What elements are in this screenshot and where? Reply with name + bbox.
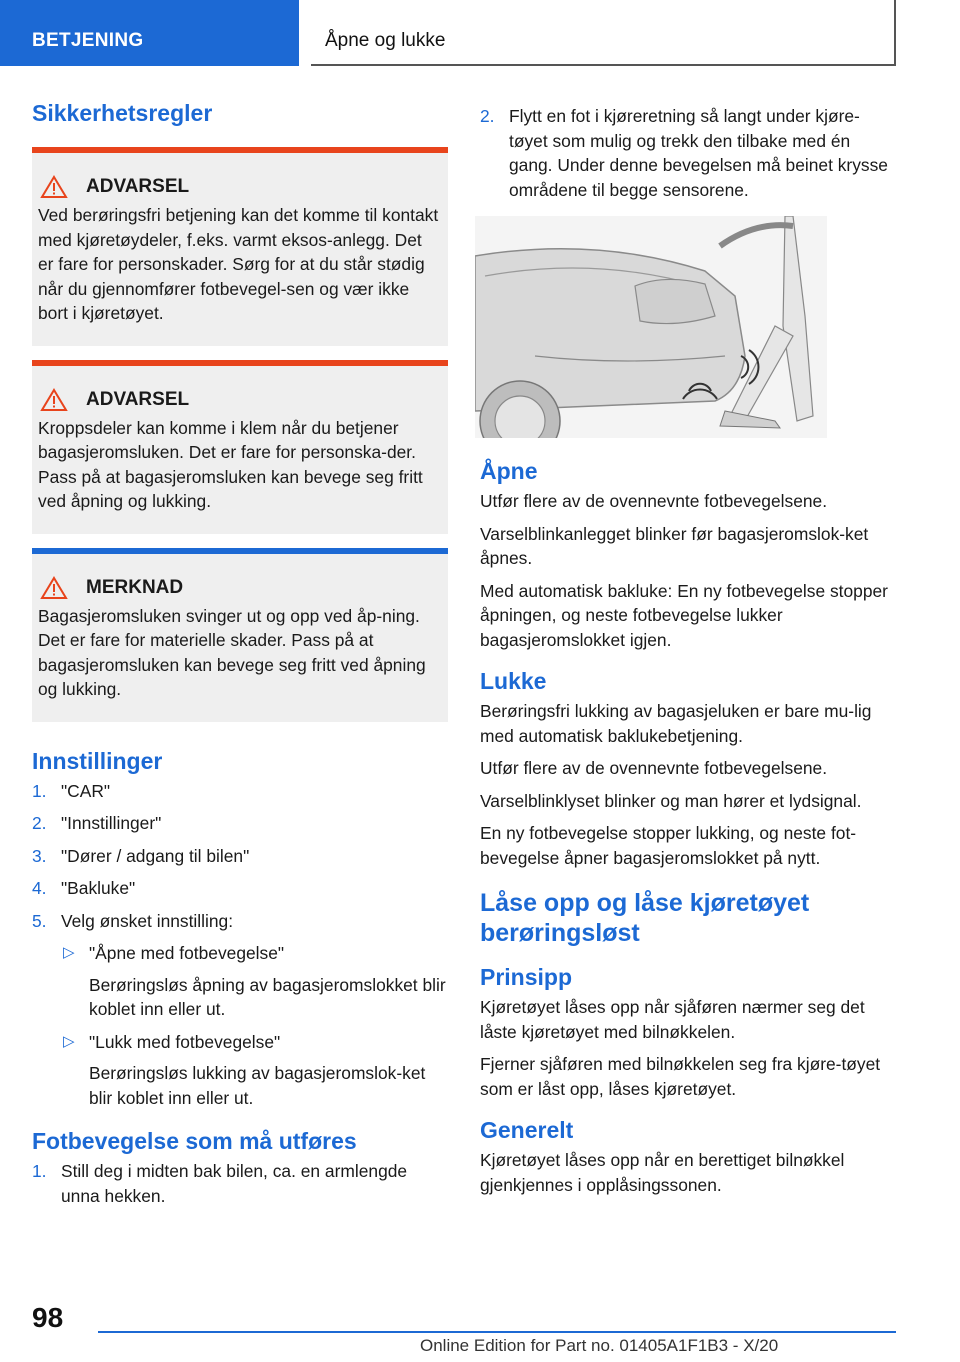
warning-text: Ved berøringsfri betjening kan det komme til kontakt med kjøretøydeler, f.eks. varmt eksos-anlegg. Det er fare for personskader. Sørg for at du står stødig når du gjennomfører fotbevegel-sen og vær ikke bort i kjøretøyet.: [38, 205, 439, 323]
foot-movement-heading: Fotbevegelse som må utføres: [32, 1128, 357, 1154]
note-box: [32, 548, 448, 722]
option-desc: Berøringsløs åpning av bagasjeromslokket blir koblet inn eller ut.: [89, 974, 446, 1019]
footer-edition: Online Edition for Part no. 01405A1F1B3 - X/20: [420, 1336, 779, 1355]
safety-heading: Sikkerhetsregler: [32, 100, 213, 126]
close-paragraph: Utfør flere av de ovennevnte fotbevegelsene.: [480, 758, 828, 778]
list-item: 2. "Innstillinger": [32, 813, 162, 833]
foot-gesture-illustration: [475, 216, 827, 438]
triangle-bullet-icon: ▷: [63, 1032, 75, 1050]
settings-heading: Innstillinger: [32, 747, 163, 774]
general-paragraph: Kjøretøyet låses opp når en berettiget bilnøkkel gjenkjennes i opplåsingssonen.: [480, 1150, 845, 1195]
note-bar: [32, 548, 448, 554]
header-section-label: BETJENING: [32, 30, 144, 51]
lock-unlock-heading: Låse opp og låse kjøretøyet berøringsløst: [480, 889, 810, 947]
option-item: [61, 1030, 448, 1111]
option-label: "Lukk med fotbevegelse": [89, 1031, 281, 1052]
open-paragraph: Varselblinkanlegget blinker før bagasjeromslok-ket åpnes.: [480, 523, 869, 568]
foot-steps: [32, 1159, 448, 1208]
warning-triangle-icon: [40, 388, 68, 412]
warning-text: Kroppsdeler kan komme i klem når du betjener bagasjeromsluken. Det er fare for personska-der. Pass på at bagasjeromsluken kan bevege seg fritt ved åpning og lukking.: [38, 417, 423, 511]
triangle-bullet-icon: ▷: [63, 944, 75, 961]
close-paragraph: Berøringsfri lukking av bagasjeluken er bare mu-lig med automatisk baklukebetjening.: [480, 701, 872, 746]
note-text: Bagasjeromsluken svinger ut og opp ved åp-ning. Det er fare for materielle skader. Pass på at bagasjeromsluken kan bevege seg fritt ved åpning og lukking.: [38, 605, 426, 699]
left-column: [32, 100, 448, 1216]
warning-title: ADVARSEL: [86, 176, 190, 197]
page-number: 98: [32, 1302, 64, 1333]
close-heading: Lukke: [480, 668, 547, 694]
warning-box-1: [32, 147, 448, 346]
settings-options: [61, 941, 448, 1110]
open-heading: Åpne: [480, 458, 538, 484]
open-paragraph: Med automatisk bakluke: En ny fotbevegelse stopper åpningen, og neste fotbevegelse lukker bagasjeromslokket igjen.: [480, 580, 888, 650]
header-section-tab: [0, 0, 299, 66]
header-chapter-label: Åpne og lukke: [325, 30, 446, 51]
list-item: 2. Flytt en fot i kjøreretning så langt under kjøre-tøyet som mulig og trekk den tilbake med én gang. Under denne bevegelsen må beinet krysse områdene til begge sensorene.: [480, 106, 888, 200]
foot-steps-continued: [480, 104, 896, 202]
list-item: 3. "Dører / adgang til bilen": [32, 845, 250, 866]
footer-divider: [98, 1331, 896, 1333]
warning-triangle-icon: [40, 175, 68, 199]
settings-steps: [32, 779, 448, 1111]
list-item: 5. Velg ønsket innstilling: ▷ "Åpne med fotbevegelse" Berøringsløs åpning av bagasjeromslokket blir koblet inn eller ut. ▷ "Lukk med fotbevegelse" Berøringsløs lukking av bagasjeromslok-ket blir koblet inn eller ut.: [32, 909, 448, 1111]
warning-triangle-icon: [40, 576, 68, 600]
principle-paragraph: Kjøretøyet låses opp når sjåføren nærmer seg det låste kjøretøyet med bilnøkkelen.: [480, 997, 865, 1042]
warning-title: ADVARSEL: [86, 388, 190, 410]
open-paragraph: Utfør flere av de ovennevnte fotbevegelsene.: [480, 491, 828, 511]
list-item: 1. "CAR": [32, 780, 111, 801]
warning-bar: [32, 147, 448, 153]
warning-box-2: [32, 360, 448, 534]
right-column: [480, 104, 896, 1205]
option-item: [61, 941, 448, 1022]
list-item: 4. "Bakluke": [32, 878, 136, 898]
warning-bar: [32, 360, 448, 366]
general-heading: Generelt: [480, 1117, 574, 1143]
close-paragraph: Varselblinklyset blinker og man hører et lydsignal.: [480, 790, 862, 811]
header-chapter-tab: [311, 0, 896, 66]
principle-paragraph: Fjerner sjåføren med bilnøkkelen seg fra kjøre-tøyet som er låst opp, låses kjøretøyet.: [480, 1054, 881, 1099]
option-label: "Åpne med fotbevegelse": [89, 943, 285, 963]
option-desc: Berøringsløs lukking av bagasjeromslok-ket blir koblet inn eller ut.: [89, 1063, 426, 1108]
list-item: 1. Still deg i midten bak bilen, ca. en armlengde unna hekken.: [32, 1161, 408, 1206]
note-title: MERKNAD: [86, 576, 184, 598]
principle-heading: Prinsipp: [480, 964, 573, 990]
close-paragraph: En ny fotbevegelse stopper lukking, og neste fot-bevegelse åpner bagasjeromslokket på nytt.: [480, 823, 857, 868]
